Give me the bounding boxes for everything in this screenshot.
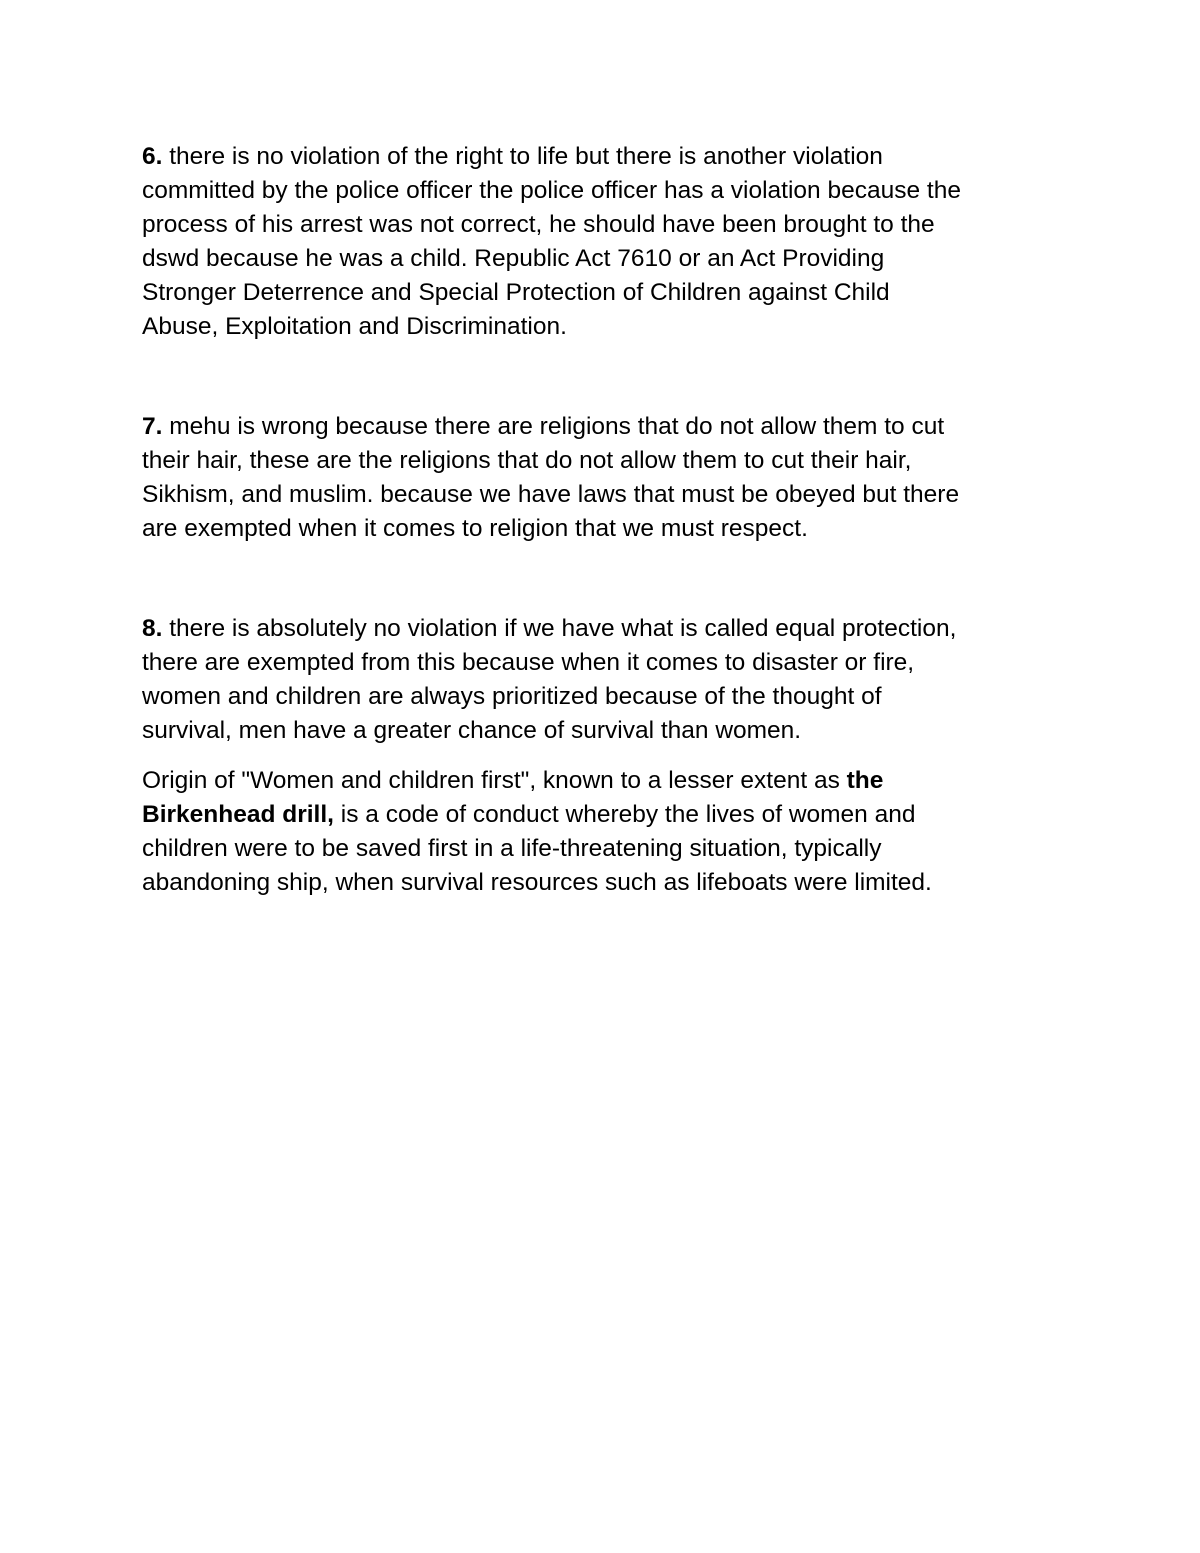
answer-7-line-1 [142,410,1072,444]
answer-6-line-4: dswd because he was a child. Republic Act 7610 or an Act Providing [142,245,885,272]
answer-7-number: 7. [142,413,163,440]
document-body [142,140,1072,900]
origin-text-1: Origin of "Women and children first", known to a lesser extent as [142,767,847,794]
answer-8-line-1 [142,612,1072,646]
answer-7-line-3: Sikhism, and muslim. because we have laws that must be obeyed but there [142,481,960,508]
origin-paragraph [142,764,1072,900]
answer-8-paragraph [142,612,1072,748]
answer-6-line-5: Stronger Deterrence and Special Protection of Children against Child [142,279,890,306]
answer-6-number: 6. [142,143,163,170]
origin-line-4: abandoning ship, when survival resources such as lifeboats were limited. [142,869,932,896]
answer-6-line-1 [142,140,1072,174]
answer-6-text-1: there is no violation of the right to life but there is another violation [162,143,883,170]
answer-8-line-2: there are exempted from this because when it comes to disaster or fire, [142,649,915,676]
answer-7-text-1: mehu is wrong because there are religions that do not allow them to cut [162,413,945,440]
origin-bold-2: Birkenhead drill, [142,801,334,828]
origin-line-1 [142,764,1072,798]
origin-line-2 [142,798,1072,832]
answer-6-paragraph [142,140,1072,344]
answer-6-line-6: Abuse, Exploitation and Discrimination. [142,313,567,340]
answer-7-paragraph [142,410,1072,546]
answer-8-line-3: women and children are always prioritized because of the thought of [142,683,882,710]
answer-6-line-2: committed by the police officer the police officer has a violation because the [142,177,961,204]
answer-7-line-4: are exempted when it comes to religion that we must respect. [142,515,808,542]
answer-8-line-4: survival, men have a greater chance of survival than women. [142,717,802,744]
answer-7-line-2: their hair, these are the religions that do not allow them to cut their hair, [142,447,912,474]
answer-8-text-1: there is absolutely no violation if we have what is called equal protection, [162,615,957,642]
origin-line-3: children were to be saved first in a life-threatening situation, typically [142,835,882,862]
origin-text-2: is a code of conduct whereby the lives of women and [333,801,916,828]
answer-6-line-3: process of his arrest was not correct, he should have been brought to the [142,211,935,238]
answer-8-number: 8. [142,615,163,642]
origin-bold-1: the [846,767,884,794]
